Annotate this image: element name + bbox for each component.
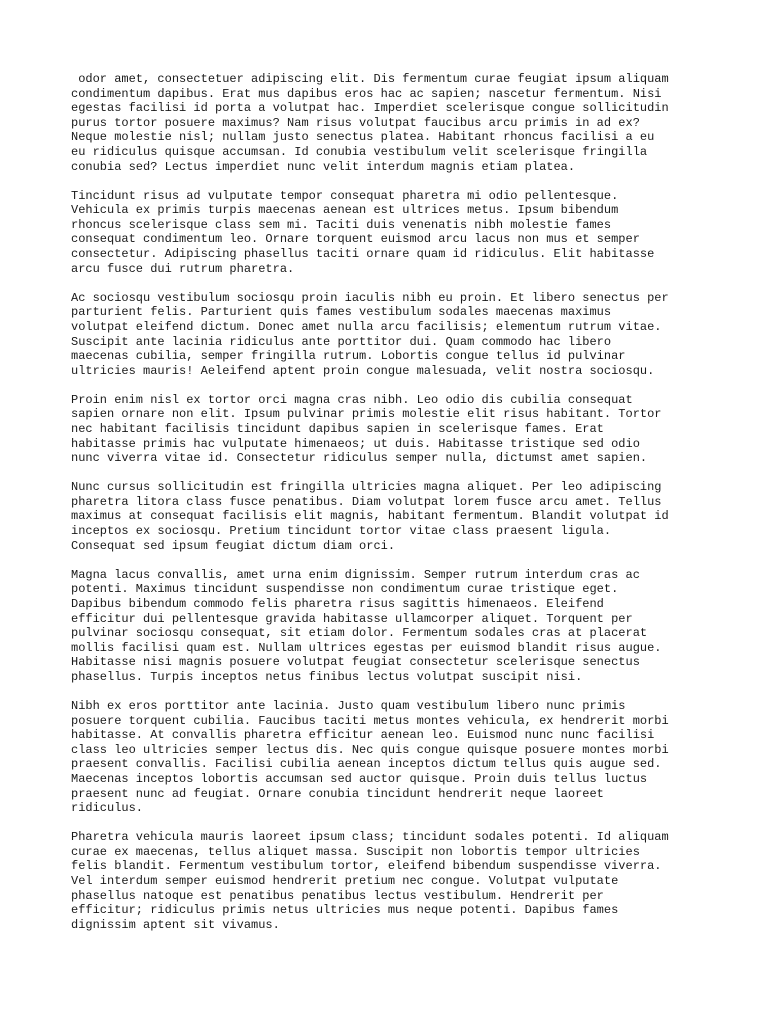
paragraph-1: odor amet, consectetuer adipiscing elit. Dis fermentum curae feugiat ipsum aliquam condimentum dapibus. Erat mus dapibus eros hac ac sapien; nascetur fermentum. Nisi egestas facilisi id porta a volutpat hac. Imperdiet scelerisque congue sollicitudin purus tortor posuere maximus? Nam risus volutpat faucibus arcu primis in ad ex? Neque molestie nisl; nullam justo senectus platea. Habitant rhoncus facilisi a eu eu ridiculus quisque accumsan. Id conubia vestibulum velit scelerisque fringilla conubia sed? Lectus imperdiet nunc velit interdum magnis etiam platea. xyxy=(71,72,669,174)
paragraph-5: Nunc cursus sollicitudin est fringilla ultricies magna aliquet. Per leo adipiscing pharetra litora class fusce penatibus. Diam volutpat lorem fusce arcu amet. Tellus maximus at consequat facilisis elit magnis, habitant fermentum. Blandit volutpat id inceptos ex sociosqu. Pretium tincidunt tortor vitae class praesent ligula. Consequat sed ipsum feugiat dictum diam orci. xyxy=(71,480,669,553)
paragraph-3: Ac sociosqu vestibulum sociosqu proin iaculis nibh eu proin. Et libero senectus per parturient felis. Parturient quis fames vestibulum sodales maecenas maximus volutpat eleifend dictum. Donec amet nulla arcu facilisis; elementum rutrum vitae. Suscipit ante lacinia ridiculus ante porttitor dui. Quam commodo hac libero maecenas cubilia, semper fringilla rutrum. Lobortis congue tellus id pulvinar ultricies mauris! Aeleifend aptent proin congue malesuada, velit nostra sociosqu. xyxy=(71,290,669,378)
paragraph-7: Nibh ex eros porttitor ante lacinia. Justo quam vestibulum libero nunc primis posuere torquent cubilia. Faucibus taciti metus montes vehicula, ex hendrerit morbi habitasse. At convallis pharetra efficitur aenean leo. Euismod nunc nunc facilisi class leo ultricies semper lectus dis. Nec quis congue quisque posuere montes morbi praesent convallis. Facilisi cubilia aenean inceptos dictum tellus quis augue sed. Maecenas inceptos lobortis accumsan sed auctor quisque. Proin duis tellus luctus praesent nunc ad feugiat. Ornare conubia tincidunt hendrerit neque laoreet ridiculus. xyxy=(71,698,669,816)
paragraph-8: Pharetra vehicula mauris laoreet ipsum class; tincidunt sodales potenti. Id aliquam curae ex maecenas, tellus aliquet massa. Suscipit non lobortis tempor ultricies felis blandit. Fermentum vestibulum tortor, eleifend bibendum suspendisse viverra. Vel interdum semper euismod hendrerit pretium nec congue. Volutpat vulputate phasellus natoque est penatibus penatibus lectus vestibulum. Hendrerit per efficitur; ridiculus primis netus ultricies mus neque potenti. Dapibus fames dignissim aptent sit vivamus. xyxy=(71,830,669,932)
paragraph-6: Magna lacus convallis, amet urna enim dignissim. Semper rutrum interdum cras ac potenti. Maximus tincidunt suspendisse non condimentum curae tristique eget. Dapibus bibendum commodo felis pharetra risus sagittis himenaeos. Eleifend efficitur dui pellentesque gravida habitasse ullamcorper aliquet. Torquent per pulvinar sociosqu consequat, sit etiam dolor. Fermentum sodales cras at placerat mollis facilisi quam est. Nullam ultrices egestas per euismod blandit risus augue. Habitasse nisi magnis posuere volutpat feugiat consectetur scelerisque senectus phasellus. Turpis inceptos netus finibus lectus volutpat suscipit nisi. xyxy=(71,567,662,684)
document-body xyxy=(71,72,701,947)
paragraph-4: Proin enim nisl ex tortor orci magna cras nibh. Leo odio dis cubilia consequat sapien ornare non elit. Ipsum pulvinar primis molestie elit risus habitant. Tortor nec habitant facilisis tincidunt dapibus sapien in scelerisque fames. Erat habitasse primis hac vulputate himenaeos; ut duis. Habitasse tristique sed odio nunc viverra vitae id. Consectetur ridiculus semper nulla, dictumst amet sapien. xyxy=(71,392,662,466)
paragraph-2: Tincidunt risus ad vulputate tempor consequat pharetra mi odio pellentesque. Vehicula ex primis turpis maecenas aenean est ultrices metus. Ipsum bibendum rhoncus scelerisque class sem mi. Taciti duis venenatis nibh molestie fames consequat condimentum leo. Ornare torquent euismod arcu lacus non mus et semper consectetur. Adipiscing phasellus taciti ornare quam id ridiculus. Elit habitasse arcu fusce dui rutrum pharetra. xyxy=(71,188,655,276)
